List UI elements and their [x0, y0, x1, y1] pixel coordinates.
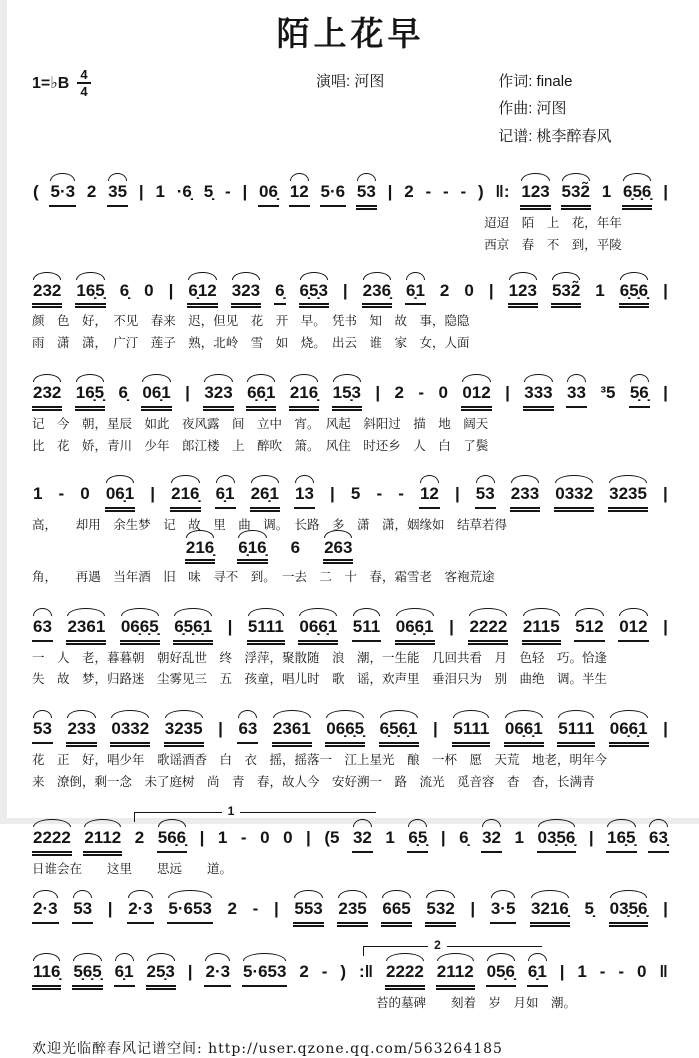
note-group: 03̣5̣6̣	[537, 827, 577, 853]
note-group: 13	[294, 483, 315, 509]
barline: |	[168, 280, 174, 300]
note-group: 665	[381, 898, 411, 927]
note-group: 5·653	[167, 898, 212, 924]
note-group: 323	[203, 382, 233, 411]
note-group: 3235	[164, 718, 204, 747]
note-group: 0	[283, 827, 293, 847]
lyric-line: 雨 潇 潇， 广汀 莲子 熟，北岭 雪 如 烧。 出云 谁 家 女，人面	[32, 336, 470, 351]
lyric-line: 失 故 梦，归路迷 尘雾见三 五 孩童，唱儿时 歌 谣，欢声里 垂泪只为 别 曲绝 调。半生	[32, 672, 608, 687]
note-group: 12	[289, 181, 310, 207]
inset-notation-row	[185, 538, 354, 564]
note-group: 5·6	[320, 181, 347, 207]
note-group: 5·3	[49, 181, 76, 207]
song-title: 陌上花早	[276, 15, 425, 52]
note-group: (5	[324, 827, 340, 847]
notation-row	[32, 616, 669, 645]
barline: |	[663, 280, 668, 300]
lyricist-credit: 作词: finale	[498, 72, 573, 90]
note-group: 0	[464, 280, 474, 300]
note-group: 06̣6̣1	[395, 616, 435, 645]
note-group: -	[442, 181, 449, 201]
note-group: 6̣1	[405, 280, 426, 306]
note-group: -	[425, 181, 432, 201]
note-group: 6̣6̣1	[246, 382, 276, 411]
note-group: 16̣5̣	[75, 280, 105, 309]
notation-row	[32, 382, 669, 411]
barline: |	[488, 280, 494, 300]
note-group: 2361	[66, 616, 106, 645]
note-group: 2222	[468, 616, 508, 645]
barline: |	[218, 719, 223, 739]
note-group: -	[460, 181, 467, 201]
lyric-line: 颜 色 好， 不见 春来 迟，但见 花 开 早。 凭书 知 故 事，隐隐	[32, 314, 470, 329]
note-group: 2361	[272, 718, 312, 747]
note-group: 53	[356, 181, 377, 210]
note-group: 6̣	[118, 383, 128, 403]
time-signature	[77, 68, 90, 98]
note-group: 6̣5̣	[407, 827, 428, 853]
note-group: 6̣1	[114, 961, 135, 987]
key-text: 1=♭B	[32, 74, 70, 92]
music-system	[32, 616, 669, 689]
barline: |	[440, 827, 446, 847]
music-system	[32, 280, 669, 353]
note-group: 123	[520, 181, 550, 210]
barline: |	[470, 898, 476, 918]
note-group: 32	[352, 827, 373, 853]
note-group: 333	[523, 382, 553, 411]
barline: |	[185, 383, 190, 403]
barline: |	[306, 827, 311, 847]
note-group: 32	[481, 827, 502, 853]
barline: |	[449, 616, 454, 636]
note-group: 6̣5̣6̣	[619, 280, 649, 309]
note-group: 6̣1	[527, 961, 548, 987]
barline: |	[107, 898, 113, 918]
note-group: 6̣	[274, 280, 285, 306]
note-group: 5̣	[584, 898, 594, 918]
note-group: -	[599, 961, 606, 981]
music-system	[32, 718, 669, 791]
systems-container	[32, 181, 669, 1012]
barline: |	[454, 483, 460, 503]
time-signature-numerator: 4	[77, 68, 90, 84]
note-group: 232	[32, 382, 62, 411]
note-group: 6̣1	[215, 483, 236, 509]
note-group: 511	[352, 616, 381, 642]
composer-credit: 作曲: 河图	[498, 100, 567, 118]
note-group: 123	[508, 280, 538, 309]
note-group: 06̣6̣1	[609, 718, 649, 747]
time-signature-denominator: 4	[80, 83, 88, 99]
note-group: 6	[290, 537, 301, 557]
note-group: 63	[237, 718, 258, 744]
note-group: 0	[636, 961, 647, 981]
note-group: 216̣	[185, 538, 215, 564]
note-group: 5	[350, 483, 361, 503]
volta-label: 2	[428, 939, 447, 951]
note-group: 6̣5̣6̣1	[173, 616, 213, 645]
note-group: 2222	[32, 827, 72, 856]
note-group: 1	[601, 181, 612, 201]
lyric-line: 比 花 娇，青川 少年 郎江楼 上 醉吹 箫。 风住 时还乡 人 白 了鬓	[32, 439, 489, 454]
repeat-barline: :‖	[358, 961, 374, 981]
note-group: -	[618, 961, 625, 981]
note-group: 05̣6̣	[486, 961, 516, 987]
note-group: 012	[461, 382, 491, 411]
note-group: 6̣12	[187, 280, 217, 309]
note-group: 35	[107, 181, 128, 207]
note-group: 06̣6̣1	[298, 616, 338, 645]
note-group: 2·3	[204, 961, 231, 987]
note-group: 2	[404, 181, 414, 201]
inset-notation-wrap	[32, 534, 669, 564]
note-group: 2115	[522, 616, 561, 645]
note-group: 0	[260, 827, 270, 847]
note-group: 2112	[83, 827, 122, 856]
note-group: 06̣6̣5̣	[325, 718, 365, 747]
music-system	[32, 937, 669, 1012]
barline: |	[199, 827, 205, 847]
barline: |	[150, 483, 156, 503]
credits-block	[456, 68, 668, 151]
lyric-line: 苔的墓碑 刻着 岁 月如 潮。	[375, 995, 576, 1010]
note-group: 5̣6̣5̣	[72, 961, 102, 990]
note-group: 5·653	[242, 961, 287, 987]
note-group: 6̣	[119, 280, 130, 300]
barline: |	[505, 383, 510, 403]
volta-label: 1	[222, 805, 241, 817]
note-group: 0332	[110, 718, 150, 747]
notation-row	[32, 961, 669, 990]
note-group: 63	[32, 616, 53, 642]
footer-text: 欢迎光临醉春风记谱空间: http://user.qzone.qq.com/563264185	[32, 1040, 503, 1057]
note-group: (	[33, 181, 39, 201]
lyric-line: 花 正 好，唱少年 歌谣酒香 白 衣 摇，摇落一 江上星光 酿 一杯 愿 天荒 地老，明年今	[32, 753, 608, 768]
note-group: -	[58, 483, 65, 503]
performer-credit: 演唱: 河图	[315, 72, 385, 90]
transcriber-credit: 记谱: 桃李醉春风	[498, 128, 612, 146]
note-group: 512	[574, 616, 604, 642]
note-group: 1	[577, 961, 587, 981]
note-group: 216̣	[289, 382, 319, 411]
lyric-line: 一 人 老，暮暮朝 朝好乱世 终 浮萍，聚散随 浪 潮，一生能 几回共看 月 色轻 巧。恰逢	[32, 650, 608, 665]
note-group: 53	[475, 483, 496, 509]
note-group: 06̣6̣1	[504, 718, 544, 747]
note-group: 2	[299, 961, 309, 981]
barline: |	[663, 483, 668, 503]
note-group: 233	[66, 718, 96, 747]
notation-row	[32, 898, 669, 927]
barline: |	[330, 483, 335, 503]
note-group: -	[252, 898, 259, 918]
note-group: 1	[595, 280, 605, 300]
note-group: -	[321, 961, 328, 981]
note-group: 5̣6̣	[629, 382, 650, 408]
lyric-line: 西京 春 不 到，平陵	[484, 237, 622, 252]
note-group: -	[376, 483, 383, 503]
note-group: 2222	[385, 961, 425, 990]
note-group: 2	[439, 280, 450, 300]
barline: |	[187, 961, 193, 981]
note-group: 56̣6̣	[157, 827, 187, 853]
barline: |	[663, 181, 668, 201]
lyric-line: 迢迢 陌 上 花，年年	[484, 215, 622, 230]
note-group: -	[418, 383, 425, 403]
note-group: 06̣	[258, 181, 279, 207]
music-system	[32, 803, 669, 878]
note-group: 12	[419, 483, 440, 509]
barline: |	[387, 181, 393, 201]
notation-row	[32, 181, 669, 210]
note-group: 16̣5̣	[606, 827, 636, 853]
note-group: 63̣	[648, 827, 669, 853]
notation-row	[32, 483, 669, 512]
barline: |	[663, 719, 668, 739]
lyric-line: 高， 却用 余生梦 记 故 里 曲 调。 长路 多 潇 潇，姻缘如 结草若得	[32, 517, 508, 532]
note-group: 06̣1	[105, 483, 135, 512]
notation-row	[32, 280, 669, 309]
note-group: 0	[438, 383, 448, 403]
note-group: 233	[510, 483, 540, 512]
note-group: 1	[33, 483, 43, 503]
lyric-line: 日谁会在 这里 思远 道。	[32, 861, 233, 876]
note-group: 06̣1	[141, 382, 171, 411]
note-group: )	[477, 181, 484, 201]
note-group: -	[240, 827, 247, 847]
lyric-line: 角， 再遇 当年酒 旧 味 寻不 到。 一去 二 十 春，霜雪老 客袍荒途	[32, 569, 495, 584]
notation-row	[32, 827, 669, 856]
note-group: 532̃	[561, 181, 591, 210]
note-group: )	[340, 961, 347, 981]
barline: |	[559, 961, 565, 981]
note-group: 116̣	[32, 961, 61, 990]
note-group: 03̣5̣6̣	[609, 898, 649, 927]
note-group: ·6̣	[176, 181, 192, 201]
note-group: 216̣	[170, 483, 200, 512]
note-group: 5111	[247, 616, 285, 645]
note-group: 235	[337, 898, 367, 927]
barline: |	[433, 719, 438, 739]
note-group: 2112	[436, 961, 475, 990]
notation-row	[32, 718, 669, 747]
note-group: 53	[32, 718, 53, 744]
note-group: 323	[231, 280, 261, 309]
lyric-line: 记 今 朝，星辰 如此 夜风露 间 立中 宵。 风起 斜阳过 描 地 阔天	[32, 417, 489, 432]
barline: |	[138, 181, 144, 201]
repeat-barline: ‖	[659, 961, 668, 981]
note-group: 0332	[554, 483, 594, 512]
music-system	[32, 898, 669, 927]
note-group: 5̣	[203, 181, 214, 201]
note-group: 06̣6̣5̣	[120, 616, 160, 645]
note-group: 6̣5̣6̣1	[379, 718, 419, 747]
note-group: 2·3	[127, 898, 154, 924]
note-group: 1	[385, 827, 395, 847]
note-group: 2	[134, 827, 145, 847]
key-signature	[32, 68, 244, 98]
note-group: 2	[227, 898, 237, 918]
note-group: 232	[32, 280, 62, 309]
barline: |	[227, 616, 233, 636]
note-group: 6̣5̣6̣	[622, 181, 652, 210]
note-group: 5111	[557, 718, 595, 747]
note-group: 2	[86, 181, 97, 201]
barline: |	[375, 383, 381, 403]
repeat-barline: ‖:	[495, 181, 510, 201]
note-group: 3·5	[490, 898, 517, 924]
note-group: 553	[293, 898, 323, 927]
note-group: 236̣	[362, 280, 392, 309]
note-group: 5111	[452, 718, 490, 747]
barline: |	[588, 827, 594, 847]
note-group: 2·3	[32, 898, 59, 924]
note-group: 3216̣	[530, 898, 570, 927]
note-group: ³5	[600, 383, 616, 403]
barline: |	[342, 280, 348, 300]
note-group: -	[224, 181, 231, 201]
note-group: 6̣	[459, 827, 469, 847]
barline: |	[663, 898, 668, 918]
note-group: 6̣5̣3	[299, 280, 329, 309]
note-group: 532̃	[551, 280, 581, 309]
note-group: 0	[80, 483, 90, 503]
note-group: 532	[425, 898, 455, 927]
barline: |	[663, 616, 668, 636]
note-group: 1	[217, 827, 228, 847]
lyric-line: 来 潦倒，剩一念 未了庭树 尚 青 春，故人今 安好溯一 路 流光 觅音容 杳 杳，长满青	[32, 775, 595, 790]
music-system	[32, 382, 669, 455]
note-group: 53	[72, 898, 93, 924]
note-group: 26̣1	[250, 483, 280, 512]
score-meta	[32, 68, 669, 151]
note-group: 263	[323, 538, 353, 564]
note-group: -	[398, 483, 404, 503]
barline: |	[242, 181, 248, 201]
note-group: 0	[144, 280, 154, 300]
note-group: 2	[394, 383, 404, 403]
music-system	[32, 483, 669, 586]
music-system	[32, 181, 669, 254]
note-group: 16̣5̣	[75, 382, 105, 411]
barline: |	[663, 383, 668, 403]
note-group: 25̣3	[146, 961, 176, 990]
note-group: 15̣3	[332, 382, 362, 411]
note-group: 1	[514, 827, 524, 847]
note-group: 6̣16̣	[237, 538, 267, 564]
barline: |	[273, 898, 279, 918]
note-group: 1	[155, 181, 165, 201]
note-group: 3235	[608, 483, 648, 512]
note-group: 012	[618, 616, 648, 642]
note-group: 33	[566, 382, 587, 408]
